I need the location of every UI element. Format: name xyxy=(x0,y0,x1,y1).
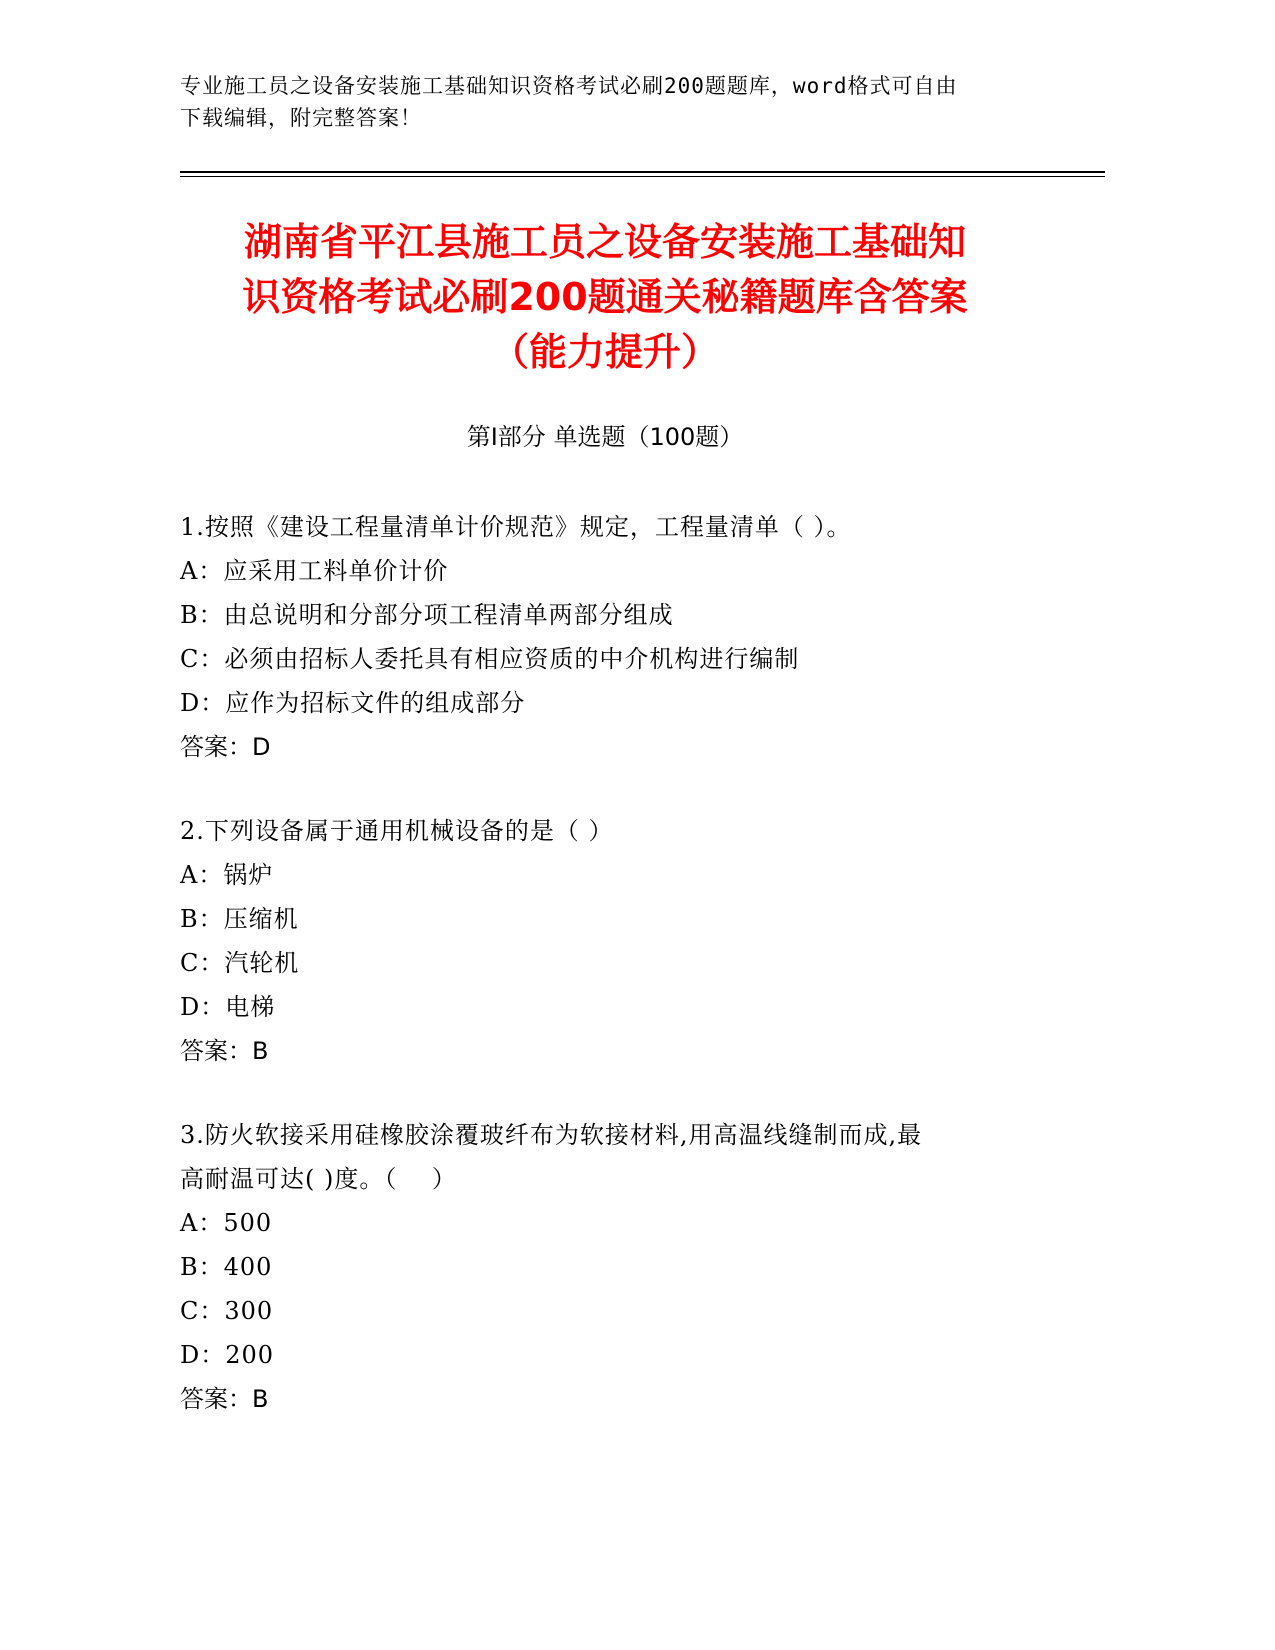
option-c: C：汽轮机 xyxy=(180,949,300,977)
option-d: D：200 xyxy=(180,1341,275,1369)
question-stem-line-1: 3.防火软接采用硅橡胶涂覆玻纤布为软接材料,用高温线缝制而成,最 xyxy=(180,1121,923,1149)
document-title-line-3: （能力提升） xyxy=(490,330,719,374)
question-list xyxy=(180,505,1030,1461)
header-note xyxy=(180,70,1030,134)
document-title-line-1: 湖南省平江县施工员之设备安装施工基础知 xyxy=(243,220,966,264)
option-d: D：应作为招标文件的组成部分 xyxy=(180,689,526,717)
option-c: C：300 xyxy=(180,1297,274,1325)
option-b: B：由总说明和分部分项工程清单两部分组成 xyxy=(180,601,674,629)
document-page xyxy=(180,0,1105,1650)
question-2 xyxy=(180,809,1030,1073)
option-a: A：锅炉 xyxy=(180,861,274,889)
option-b: B：压缩机 xyxy=(180,905,299,933)
header-rule-thin xyxy=(180,176,1105,177)
option-c: C：必须由招标人委托具有相应资质的中介机构进行编制 xyxy=(180,645,800,673)
document-title-line-2: 识资格考试必刷200题通关秘籍题库含答案 xyxy=(242,275,968,319)
option-a: A：应采用工料单价计价 xyxy=(180,557,449,585)
header-note-line-2: 下载编辑，附完整答案！ xyxy=(180,106,422,130)
question-stem-line-2: 高耐温可达( )度。（ ） xyxy=(180,1165,457,1193)
header-rule-thick xyxy=(180,171,1105,173)
question-1 xyxy=(180,505,1030,769)
question-stem: 2.下列设备属于通用机械设备的是（ ） xyxy=(180,817,614,845)
answer: 答案：B xyxy=(180,1385,269,1413)
option-b: B：400 xyxy=(180,1253,273,1281)
document-title xyxy=(180,215,1030,380)
answer: 答案：D xyxy=(180,733,271,761)
section-title: 第Ⅰ部分 单选题（100题） xyxy=(466,423,744,451)
question-3 xyxy=(180,1113,1030,1421)
answer: 答案：B xyxy=(180,1037,269,1065)
option-d: D：电梯 xyxy=(180,993,276,1021)
option-a: A：500 xyxy=(180,1209,273,1237)
header-note-line-1: 专业施工员之设备安装施工基础知识资格考试必刷200题题库，word格式可自由 xyxy=(180,74,958,98)
question-stem: 1.按照《建设工程量清单计价规范》规定，工程量清单（ ）。 xyxy=(180,513,852,541)
